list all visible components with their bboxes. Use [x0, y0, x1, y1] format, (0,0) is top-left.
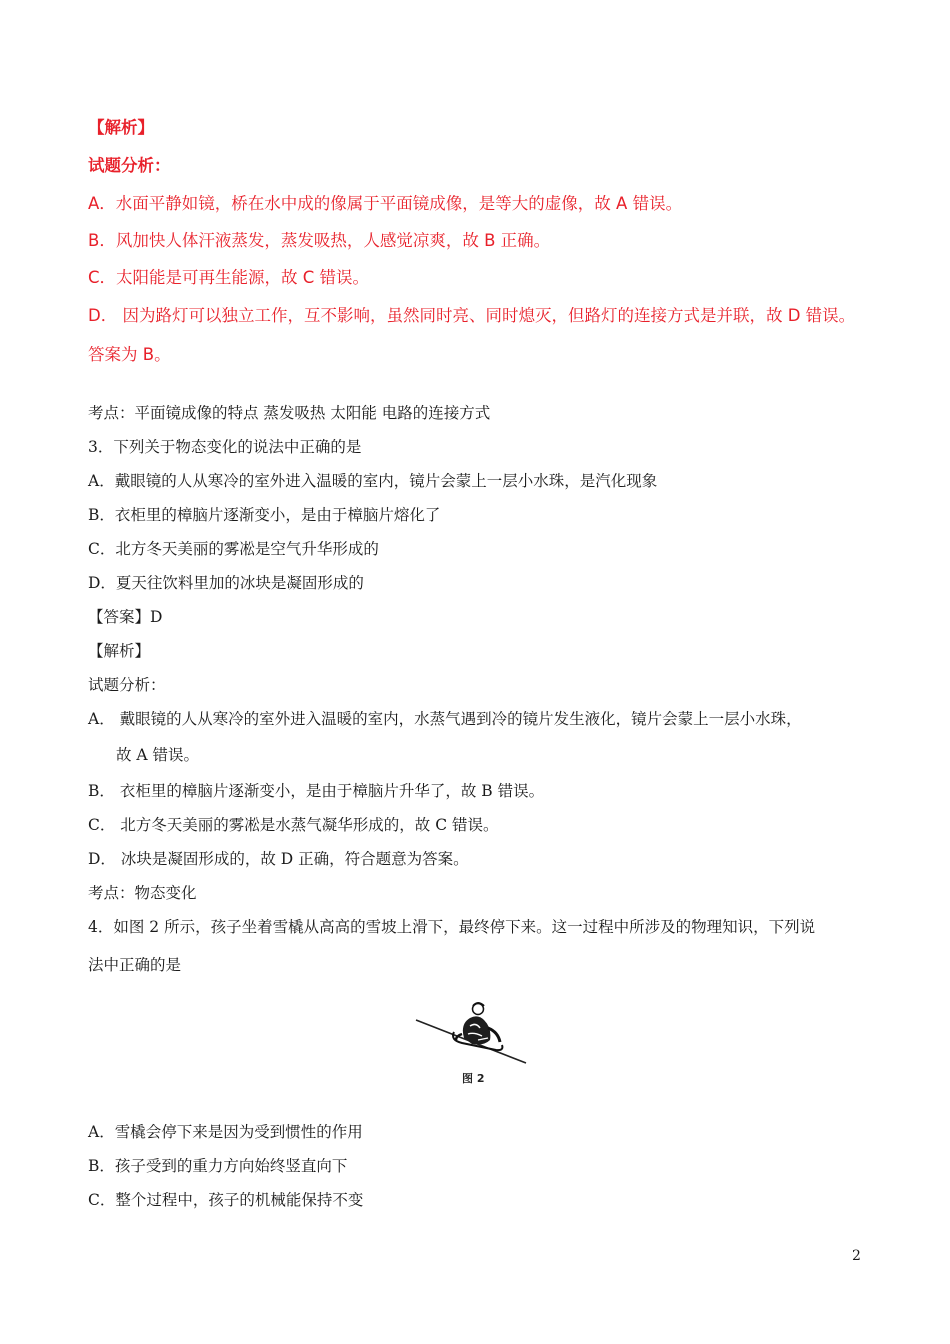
analysis-option-c: C．太阳能是可再生能源，故 C 错误。: [88, 268, 370, 287]
page-number: 2: [852, 1248, 861, 1264]
q4-option-a: A．雪橇会停下来是因为受到惯性的作用: [88, 1123, 363, 1141]
analysis-option-a: A．水面平静如镜，桥在水中成的像属于平面镜成像，是等大的虚像，故 A 错误。: [88, 194, 683, 213]
analysis-option-d: D． 因为路灯可以独立工作，互不影响，虽然同时亮、同时熄灭，但路灯的连接方式是并联，故 D 错误。: [88, 306, 856, 325]
q3-stem: 3．下列关于物态变化的说法中正确的是: [88, 438, 362, 456]
q3-option-a: A．戴眼镜的人从寒冷的室外进入温暖的室内，镜片会蒙上一层小水珠，是汽化现象: [88, 472, 658, 490]
analysis-heading: 【解析】: [88, 118, 154, 137]
sled-illustration: [414, 998, 532, 1088]
q3-option-b: B．衣柜里的樟脑片逐渐变小，是由于樟脑片熔化了: [88, 506, 441, 524]
q3-answer: 【答案】D: [88, 608, 163, 626]
q3-jiexi-a-line2: 故 A 错误。: [116, 746, 200, 764]
q4-stem-line2: 法中正确的是: [88, 956, 182, 974]
q4-option-b: B．孩子受到的重力方向始终竖直向下: [88, 1157, 348, 1175]
analysis-answer: 答案为 B。: [88, 345, 171, 364]
analysis-option-b: B．风加快人体汗液蒸发，蒸发吸热，人感觉凉爽，故 B 正确。: [88, 231, 551, 250]
figure-sled: [414, 998, 532, 1088]
q3-jiexi-c: C． 北方冬天美丽的雾凇是水蒸气凝华形成的，故 C 错误。: [88, 816, 499, 834]
q3-jiexi-subheading: 试题分析：: [88, 676, 166, 694]
q3-jiexi-b: B． 衣柜里的樟脑片逐渐变小，是由于樟脑片升华了，故 B 错误。: [88, 782, 545, 800]
figure-caption: 图 2: [462, 1072, 485, 1085]
q3-jiexi-a-line1: A． 戴眼镜的人从寒冷的室外进入温暖的室内，水蒸气遇到冷的镜片发生液化，镜片会蒙上一层小水珠，: [88, 710, 802, 728]
q4-option-c: C．整个过程中，孩子的机械能保持不变: [88, 1191, 364, 1209]
q3-kaodian: 考点：物态变化: [88, 884, 197, 902]
q3-option-d: D．夏天往饮料里加的冰块是凝固形成的: [88, 574, 364, 592]
analysis-subheading: 试题分析：: [88, 156, 171, 175]
q3-option-c: C．北方冬天美丽的雾凇是空气升华形成的: [88, 540, 379, 558]
q2-kaodian: 考点：平面镜成像的特点 蒸发吸热 太阳能 电路的连接方式: [88, 404, 491, 422]
q4-stem-line1: 4．如图 2 所示，孩子坐着雪橇从高高的雪坡上滑下，最终停下来。这一过程中所涉及的物理知识，下列说: [88, 918, 816, 936]
q3-jiexi-d: D． 冰块是凝固形成的，故 D 正确，符合题意为答案。: [88, 850, 469, 868]
q3-jiexi-heading: 【解析】: [88, 642, 151, 660]
